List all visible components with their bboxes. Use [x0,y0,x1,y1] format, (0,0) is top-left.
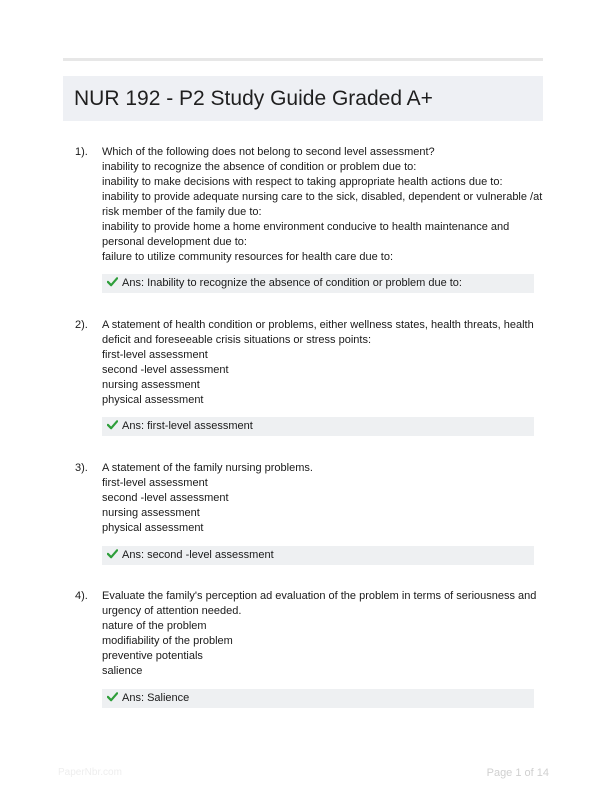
question-number: 1). [75,146,88,158]
question-line: A statement of the family nursing problems. [102,462,313,474]
option-line: physical assessment [102,394,204,406]
question-number: 2). [75,319,88,331]
answer-text: Ans: Inability to recognize the absence of condition or problem due to: [122,277,462,289]
answer-box [102,689,534,708]
option-line: nursing assessment [102,379,200,391]
question-number: 3). [75,462,88,474]
document-title: NUR 192 - P2 Study Guide Graded A+ [74,87,433,110]
option-line: inability to make decisions with respect to taking appropriate health actions due to: [102,176,503,188]
option-line: personal development due to: [102,236,247,248]
option-line: preventive potentials [102,650,203,662]
option-line: salience [102,665,143,677]
option-line: first-level assessment [102,349,208,361]
answer-text: Ans: Salience [122,692,190,704]
option-line: inability to provide home a home environment conducive to health maintenance and [102,221,510,233]
option-line: second -level assessment [102,364,229,376]
question-text [102,461,534,536]
option-line: nursing assessment [102,507,200,519]
option-line: physical assessment [102,522,204,534]
question-line: urgency of attention needed. [102,605,242,617]
top-divider [63,58,543,61]
answer-text: Ans: first-level assessment [122,420,253,432]
option-line: modifiability of the problem [102,635,233,647]
check-icon [107,419,118,430]
question-text [102,318,534,408]
answer-text: Ans: second -level assessment [122,549,274,561]
check-icon [107,276,118,287]
question-text [102,589,537,679]
check-icon [107,691,118,702]
footer-watermark: PaperNbr.com [58,767,122,778]
page-indicator: Page 1 of 14 [486,767,549,779]
question-line: Which of the following does not belong to second level assessment? [102,146,435,158]
option-line: inability to provide adequate nursing care to the sick, disabled, dependent or vulnerable /at [102,191,543,203]
question-line: A statement of health condition or problems, either wellness states, health threats, health [102,319,534,331]
option-line: first-level assessment [102,477,208,489]
title-banner [63,76,543,121]
question-line: Evaluate the family's perception ad evaluation of the problem in terms of seriousness and [102,590,537,602]
answer-box [102,546,534,565]
option-line: second -level assessment [102,492,229,504]
option-line: inability to recognize the absence of condition or problem due to: [102,161,417,173]
question-line: deficit and foreseeable crisis situations or stress points: [102,334,372,346]
question-number: 4). [75,590,88,602]
question-text [102,145,543,265]
option-line: nature of the problem [102,620,207,632]
option-line: failure to utilize community resources for health care due to: [102,251,394,263]
check-icon [107,548,118,559]
answer-box [102,274,534,293]
option-line: risk member of the family due to: [102,206,262,218]
answer-box [102,417,534,436]
